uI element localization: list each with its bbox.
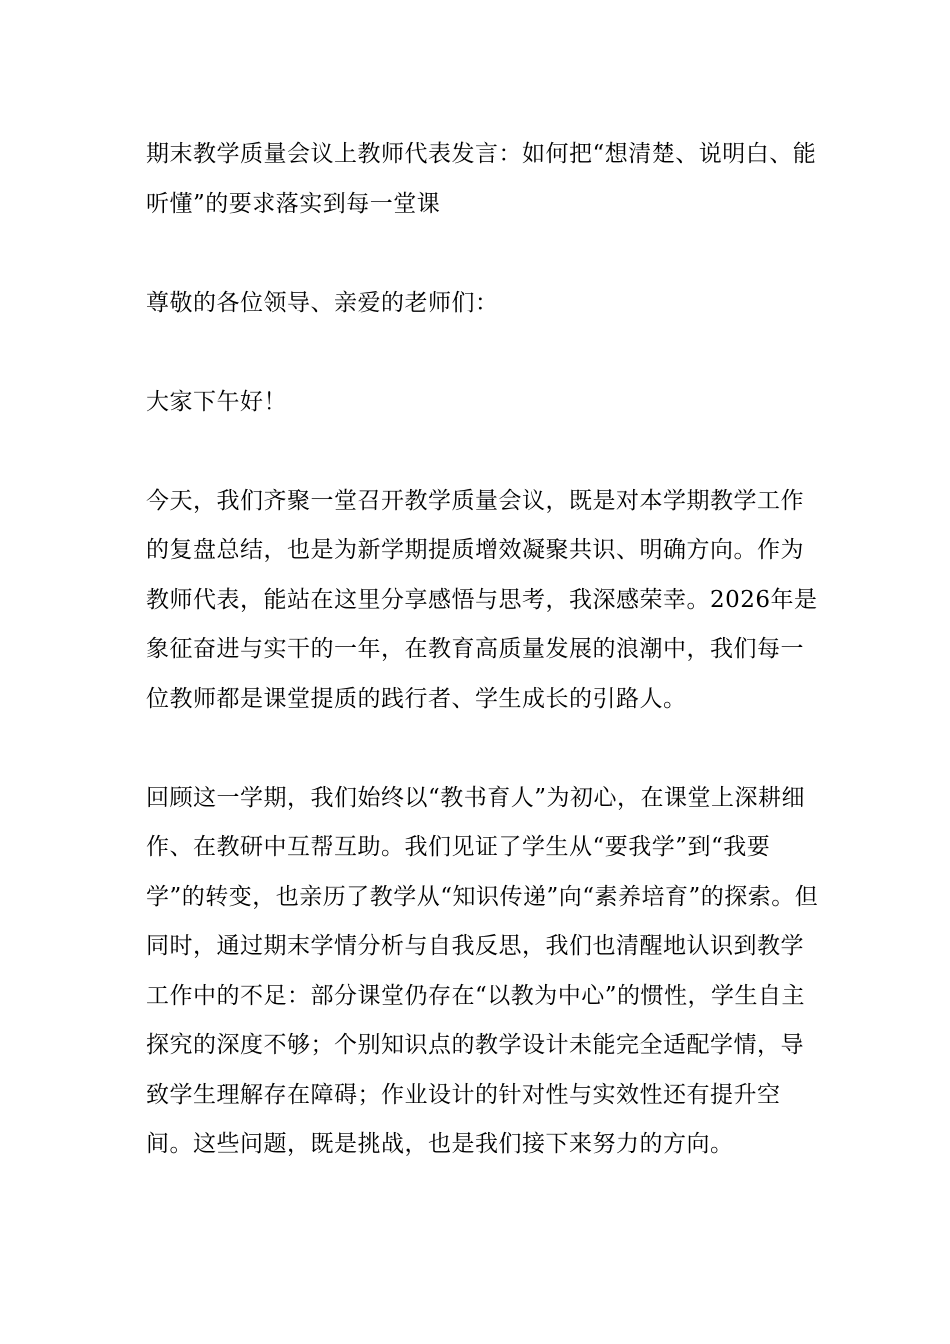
salutation: 尊敬的各位领导、亲爱的老师们： (146, 289, 499, 316)
document-body (146, 130, 826, 1219)
document-title: 期末教学质量会议上教师代表发言：如何把“想清楚、说明白、能听懂”的要求落实到每一堂课 (146, 141, 817, 217)
paragraph: 今天，我们齐聚一堂召开教学质量会议，既是对本学期教学工作的复盘总结，也是为新学期提质增效凝聚共识、明确方向。作为教师代表，能站在这里分享感悟与思考，我深感荣幸。2026年是象征奋进与实干的一年，在教育高质量发展的浪潮中，我们每一位教师都是课堂提质的践行者、学生成长的引路人。 (146, 487, 818, 712)
paragraph: 回顾这一学期，我们始终以“教书育人”为初心，在课堂上深耕细作、在教研中互帮互助。我们见证了学生从“要我学”到“我要学”的转变，也亲历了教学从“知识传递”向“素养培育”的探索。但同时，通过期末学情分析与自我反思，我们也清醒地认识到教学工作中的不足：部分课堂仍存在“以教为中心”的惯性，学生自主探究的深度不够；个别知识点的教学设计未能完全适配学情，导致学生理解存在障碍；作业设计的针对性与实效性还有提升空间。这些问题，既是挑战，也是我们接下来努力的方向。 (146, 784, 819, 1157)
greeting: 大家下午好！ (146, 388, 287, 415)
